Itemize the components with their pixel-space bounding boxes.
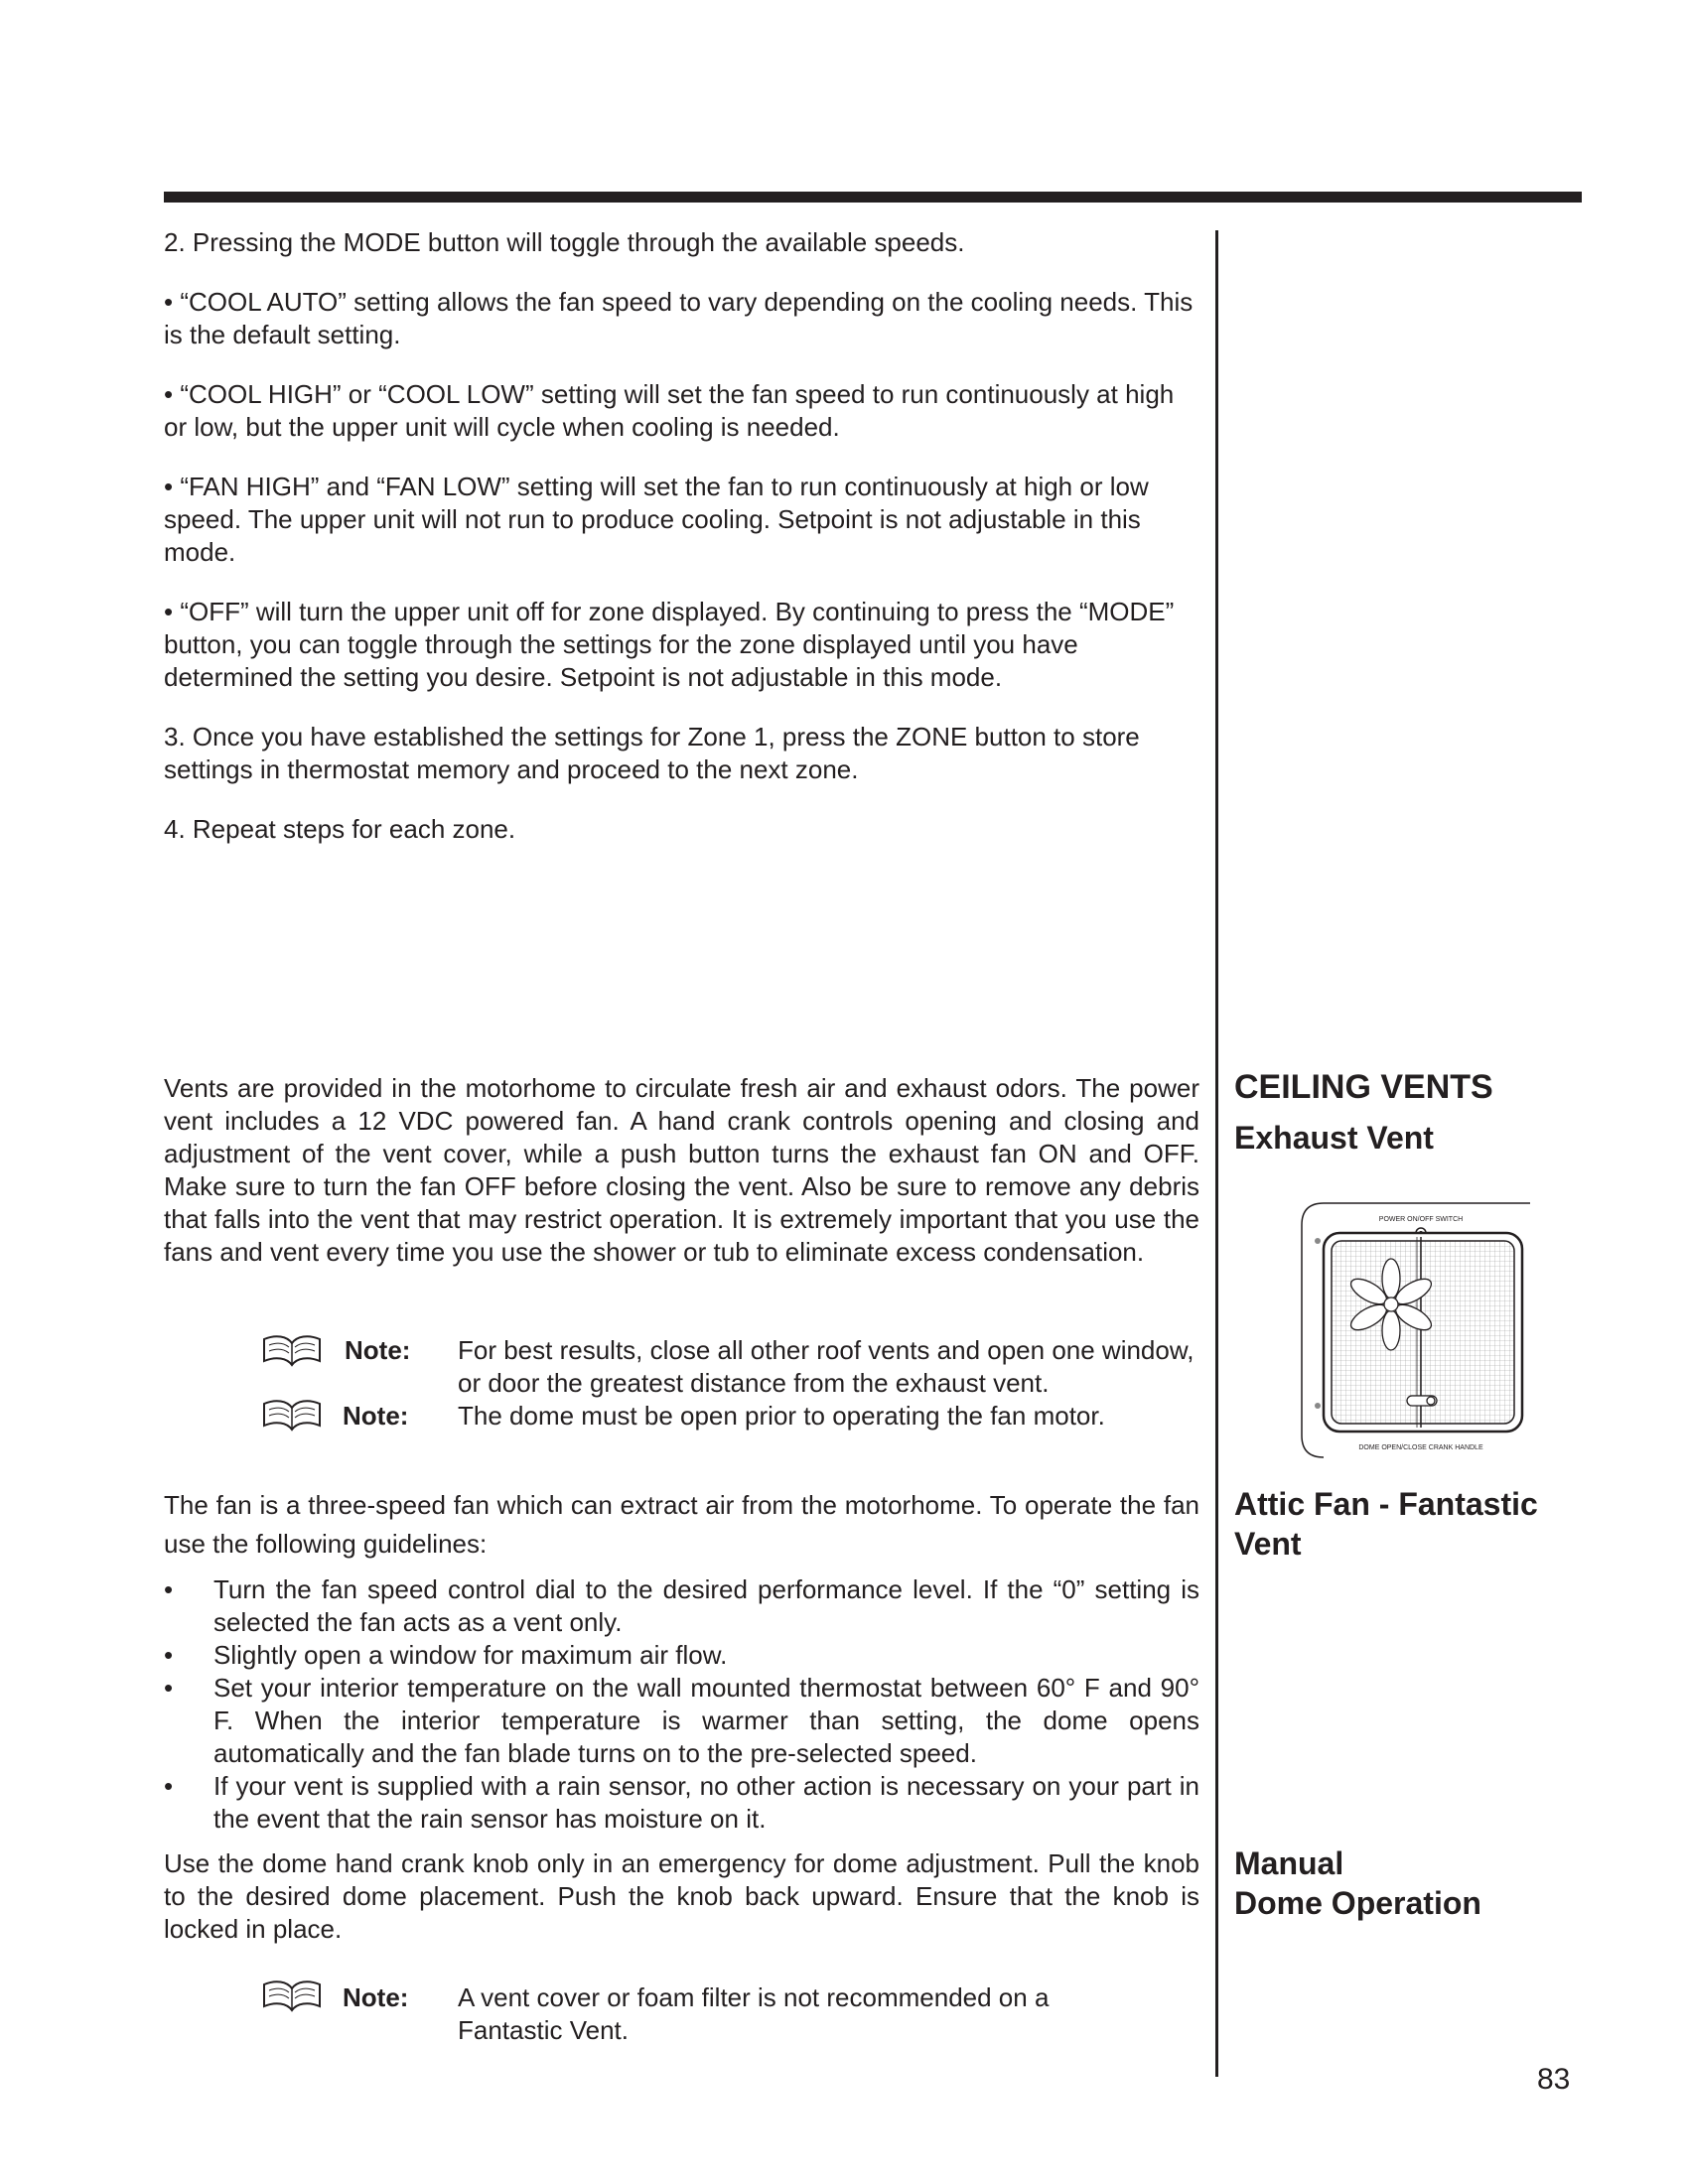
ceiling-vents-paragraph: Vents are provided in the motorhome to circulate fresh air and exhaust odors. The power vent includes a 12 VDC powered fan. A hand crank controls opening and closing and adjustment of the vent cover, while a push button turns the exhaust fan ON and OFF. Make sure to turn the fan OFF before closing the vent. Also be sure to remove any debris that falls into the vent that may restrict operation. It is extremely important that you use the fans and vent every time you use the shower or tub to eliminate excess condensation. [164,1073,1199,1267]
manual-dome-heading-line-1: Manual [1234,1845,1344,1881]
bullet-dot: • [164,1771,174,1801]
bullet-dot: • [164,1640,174,1670]
off-text: • “OFF” will turn the upper unit off for zone displayed. By continuing to press the “MODE” button, you can toggle through the settings for the zone displayed until you have determined the setting you desire. Setpoint is not adjustable in this mode. [164,597,1175,692]
list-item-text: Slightly open a window for maximum air flow. [213,1640,728,1670]
attic-fan-heading-line-1: Attic Fan - Fantastic [1234,1486,1538,1522]
bullet-dot: • [164,1574,174,1604]
note-1 [345,1334,1218,1400]
attic-fan-heading-line-2: Vent [1234,1526,1302,1562]
power-switch-label: POWER ON/OFF SWITCH [1378,1216,1464,1223]
manual-dome-text: Use the dome hand crank knob only in an emergency for dome adjustment. Pull the knob to the desired dome placement. Push the knob back upward. Ensure that the knob is locked in place. [164,1848,1199,1944]
note-text: The dome must be open prior to operating the fan motor. [458,1401,1105,1431]
list-item [164,1639,1199,1672]
list-item [164,1672,1199,1770]
attic-fan-guidelines [164,1573,1199,1836]
fan-high-low-text: • “FAN HIGH” and “FAN LOW” setting will set the fan to run continuously at high or low speed. The upper unit will not run to produce cooling. Setpoint is not adjustable in this mode. [164,472,1149,567]
list-item-text: Set your interior temperature on the wall mounted thermostat between 60° F and 90° F. When the interior temperature is warmer than setting, the dome opens automatically and the fan blade turns on to the pre-selected speed. [213,1673,1199,1768]
column-divider [1215,230,1218,2077]
attic-fan-intro-text: The fan is a three-speed fan which can extract air from the motorhome. To operate the fan use the following guidelines: [164,1490,1199,1559]
ceiling-vents-heading: CEILING VENTS [1234,1068,1493,1106]
exhaust-vent-heading: Exhaust Vent [1234,1120,1434,1156]
book-icon [261,1979,323,2012]
note-label: Note: [345,1335,411,1365]
step-4: 4. Repeat steps for each zone. [164,814,516,844]
attic-fan-heading [1234,1484,1538,1564]
manual-dome-heading [1234,1843,1481,1923]
note-label: Note: [343,1982,409,2012]
list-item-text: If your vent is supplied with a rain sensor, no other action is necessary on your part in the event that the rain sensor has moisture on it. [213,1771,1199,1834]
list-item-text: Turn the fan speed control dial to the desired performance level. If the “0” setting is selected the fan acts as a vent only. [213,1574,1199,1637]
note-2 [343,1400,1216,1433]
attic-fan-intro [164,1486,1199,1564]
manual-dome-heading-line-2: Dome Operation [1234,1885,1481,1921]
note-label: Note: [343,1401,409,1431]
list-item [164,1573,1199,1639]
bullet-dot: • [164,1673,174,1703]
book-icon [261,1398,323,1432]
cool-auto-text: • “COOL AUTO” setting allows the fan speed to vary depending on the cooling needs. This is the default setting. [164,287,1194,349]
note-text: A vent cover or foam filter is not recommended on a Fantastic Vent. [458,1982,1050,2045]
cool-high-low-text: • “COOL HIGH” or “COOL LOW” setting will set the fan speed to run continuously at high or low, but the upper unit will cycle when cooling is needed. [164,379,1175,442]
note-3 [343,1981,1216,2047]
manual-dome-body [164,1847,1199,1946]
page-number: 83 [1537,2063,1571,2096]
top-instructions [164,226,1199,846]
crank-handle-label: DOME OPEN/CLOSE CRANK HANDLE [1358,1444,1483,1451]
note-text: For best results, close all other roof vents and open one window, or door the greatest distance from the exhaust vent. [458,1335,1195,1398]
step-3: 3. Once you have established the settings for Zone 1, press the ZONE button to store settings in thermostat memory and proceed to the next zone. [164,722,1140,784]
book-icon [261,1333,323,1367]
ceiling-vents-body [164,1072,1199,1269]
exhaust-vent-diagram [1296,1201,1530,1459]
top-rule [164,192,1582,203]
list-item [164,1770,1199,1836]
step-2: 2. Pressing the MODE button will toggle through the available speeds. [164,227,965,257]
